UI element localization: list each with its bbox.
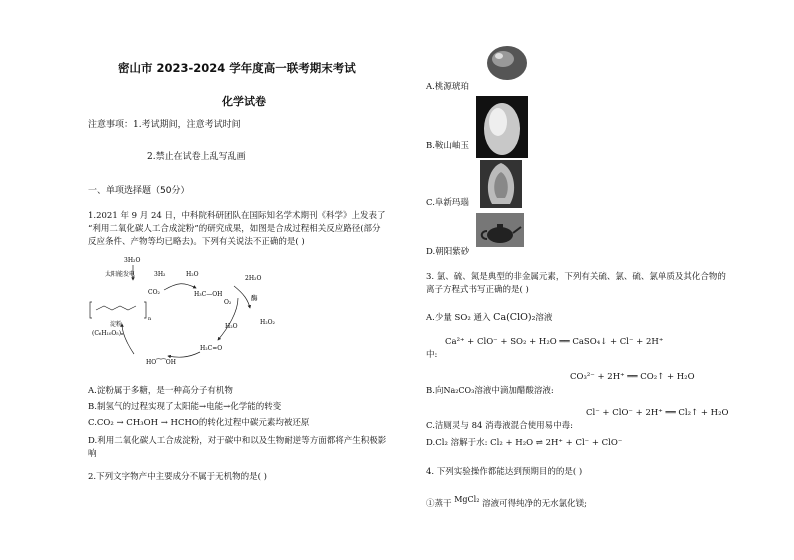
arrow-to-starch [122, 324, 134, 354]
q3-stem-line-1: 3. 氯、硫、氮是典型的非金属元素，下列有关硫、氯、硫、氯单质及其化合物的 [426, 272, 726, 282]
q3-a-equation: Ca²⁺ + ClO⁻ + SO₂ + H₂O ══ CaSO₄↓ + Cl⁻ + 2H⁺ [445, 337, 664, 347]
q3-b-suffix: 溶液中滴加醋酸溶液: [474, 386, 554, 396]
label-dihydroxyacetone: HO⁀⁀OH [146, 359, 176, 366]
reaction-pathway-diagram [88, 252, 318, 374]
q3-option-c: C.洁厕灵与 84 消毒液混合使用易中毒: [426, 421, 573, 431]
q3-a-suffix: 溶液 [535, 313, 553, 323]
teapot-photo [476, 213, 524, 247]
q3-a-prefix: A.少量 [426, 313, 452, 323]
section-heading: 一、单项选择题（50分） [88, 186, 190, 196]
q3-option-a [426, 312, 552, 324]
q1-option-b: B.制氢气的过程实现了太阳能→电能→化学能的转变 [88, 402, 282, 412]
label-starch-formula: (C₆H₁₀O₅)ₙ [92, 330, 124, 337]
q3-c-equation: Cl⁻ + ClO⁻ + 2H⁺ ══ Cl₂↑ + H₂O [586, 408, 729, 418]
agate-photo [480, 160, 522, 208]
label-2h2o: 2H₂O [245, 275, 262, 282]
label-3h2o: 3H₂O [124, 257, 141, 264]
q3-option-d [426, 438, 622, 449]
q4-item-1-suffix: 溶液可得纯净的无水氯化镁; [482, 499, 587, 509]
q1-option-d-line-2: 响 [88, 449, 97, 459]
label-3h2: 3H₂ [154, 271, 166, 278]
q4-stem: 4. 下列实验操作都能达到预期目的的是( ) [426, 467, 583, 477]
arrow-enzyme [234, 286, 250, 308]
q3-d-equation: Cl₂ + H₂O ⇌ 2H⁺ + Cl⁻ + ClO⁻ [490, 438, 623, 448]
q3-stem-line-2: 离子方程式书写正确的是( ) [426, 285, 529, 295]
q3-b-equation: CO₃²⁻ + 2H⁺ ══ CO₂↑ + H₂O [570, 372, 695, 382]
exam-title: 密山市 2023-2024 学年度高一联考期末考试 [118, 61, 356, 75]
q3-b-prefix: B.向 [426, 386, 444, 396]
notice-2: 2.禁止在试卷上乱写乱画 [147, 152, 246, 162]
q1-option-c-prefix: C. [88, 418, 97, 428]
jade-photo [476, 96, 528, 158]
q4-item-1 [426, 495, 587, 510]
q2-option-d: D.朝阳紫砂 [426, 247, 470, 257]
q3-a-calcium-hypochlorite: Ca(ClO)₂ [493, 312, 536, 323]
q2-option-a: A.桃源琥珀 [426, 82, 469, 92]
amber-photo [484, 42, 530, 84]
q1-line-3: 反应条件、产物等均已略去)。下列有关说法不正确的是( ) [88, 237, 305, 247]
q1-option-d-line-1: D.利用二氧化碳人工合成淀粉，对于碳中和以及生物耐逆等方面都将产生积极影 [88, 436, 387, 446]
q2-stem: 2.下列文字物产中主要成分不属于无机物的是( ) [88, 472, 267, 482]
arrow-to-dha [168, 352, 200, 357]
q4-item-1-prefix: ①蒸干 [426, 499, 452, 509]
label-enzyme: 酶 [251, 294, 258, 302]
starch-structure [96, 306, 136, 310]
label-h2o-mid: H₂O [225, 323, 238, 330]
q2-option-c: C.阜新玛瑙 [426, 198, 469, 208]
q1-line-1: 1.2021 年 9 月 24 日，中科院科研团队在国际知名学术期刊《科学》上发表了 [88, 211, 386, 221]
q1-option-c [88, 418, 309, 429]
arrow-co2-to-methanol [164, 284, 196, 290]
label-h2o-2: H₂O [186, 271, 199, 278]
label-h2o2: H₂O₂ [260, 319, 275, 326]
q1-line-2: “利用二氧化碳人工合成淀粉”的研究成果，如图是合成过程相关反应路径(部分 [88, 224, 381, 234]
label-solar-power: 太阳能发电 [105, 271, 136, 278]
label-co2: CO₂ [148, 289, 160, 296]
label-o2: O₂ [224, 299, 232, 306]
q3-a-so2: SO₂ [454, 313, 471, 323]
label-methanol: H₃C—OH [194, 291, 223, 298]
label-n: n [148, 316, 152, 322]
label-formaldehyde: H₂C=O [200, 345, 223, 352]
q3-d-prefix: D. [426, 438, 436, 448]
q3-d-mid: 溶解于水: [450, 438, 488, 448]
q4-item-1-mgcl2: MgCl₂ [454, 495, 480, 504]
q1-option-a: A.淀粉属于多糖，是一种高分子有机物 [88, 386, 233, 396]
notice-1: 注意事项：1.考试期间，注意考试时间 [88, 120, 241, 130]
q3-d-cl2: Cl₂ [435, 438, 448, 448]
q3-a-zhong: 中: [426, 350, 438, 360]
exam-subtitle: 化学试卷 [222, 95, 266, 108]
q2-option-b: B.鞍山岫玉 [426, 141, 469, 151]
q1-option-c-suffix: 的转化过程中碳元素均被还原 [198, 418, 310, 428]
q1-option-c-formula: CO₂ → CH₃OH → HCHO [96, 418, 199, 428]
q3-option-b [426, 385, 554, 397]
q3-a-mid: 通入 [473, 313, 491, 323]
label-starch: 淀粉 [110, 321, 123, 328]
q3-b-sodium-carbonate: Na₂CO₃ [443, 386, 475, 395]
